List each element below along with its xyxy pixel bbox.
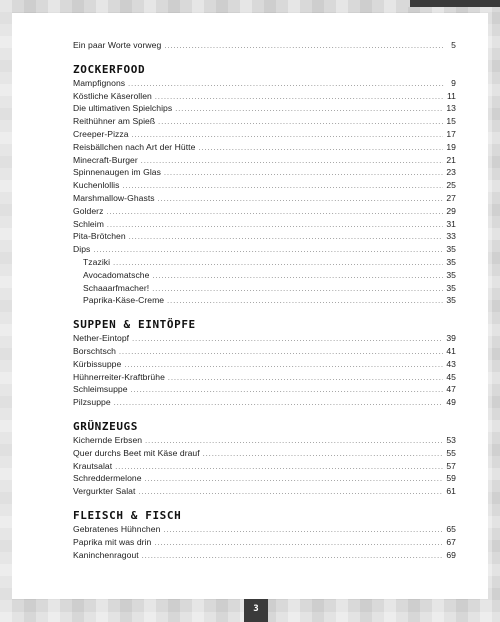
entry-page: 35 (446, 295, 456, 306)
toc-subentry[interactable] (73, 269, 456, 282)
entry-title: Marshmallow-Ghasts (73, 192, 155, 203)
entry-page: 31 (446, 218, 456, 229)
toc-entry[interactable] (73, 166, 456, 179)
dot-leader (122, 181, 443, 194)
entry-title: Kaninchenragout (73, 549, 139, 560)
entry-page: 45 (446, 371, 456, 382)
entry-page: 9 (451, 77, 456, 88)
toc-entry[interactable] (73, 205, 456, 218)
dot-leader (155, 92, 444, 105)
entry-page: 27 (446, 192, 456, 203)
entry-title: Mampfignons (73, 77, 126, 88)
toc-entry[interactable] (73, 77, 456, 90)
entry-title: Schleimsuppe (73, 384, 128, 395)
entry-title: Schreddermelone (73, 473, 142, 484)
toc-entry[interactable] (73, 102, 456, 115)
toc-entry[interactable] (73, 218, 456, 231)
entry-page: 35 (446, 282, 456, 293)
entry-page: 61 (446, 486, 456, 497)
section-title-suppen: SUPPEN & EINTÖPFE (73, 318, 196, 332)
dot-leader (107, 220, 443, 233)
toc-entry[interactable] (73, 523, 456, 536)
toc-entry[interactable] (73, 383, 456, 396)
entry-title: Vergurkter Salat (73, 486, 136, 497)
dot-leader (158, 117, 443, 130)
toc-entry[interactable] (73, 358, 456, 371)
toc-entry[interactable] (73, 472, 456, 485)
table-of-contents (73, 39, 456, 561)
dot-leader (145, 474, 444, 487)
entry-page: 5 (451, 40, 456, 50)
dot-leader (132, 334, 443, 347)
entry-title: Reisbällchen nach Art der Hütte (73, 141, 196, 152)
dot-leader (128, 79, 445, 92)
entry-page: 67 (446, 536, 456, 547)
entry-title: Spinnenaugen im Glas (73, 167, 161, 178)
entry-page: 13 (446, 103, 456, 114)
entry-page: 69 (446, 549, 456, 560)
toc-entry[interactable] (73, 90, 456, 103)
dot-leader (198, 143, 443, 156)
toc-entry[interactable] (73, 536, 456, 549)
entry-page: 23 (446, 167, 456, 178)
dot-leader (175, 104, 443, 117)
toc-entry[interactable] (73, 332, 456, 345)
toc-subentry[interactable] (73, 294, 456, 307)
entry-title: Golderz (73, 205, 104, 216)
entry-page: 49 (446, 397, 456, 408)
toc-entry[interactable] (73, 345, 456, 358)
entry-title: Minecraft-Burger (73, 154, 138, 165)
entry-page: 43 (446, 358, 456, 369)
entry-title: Schleim (73, 218, 104, 229)
section-title-fleisch-fisch: FLEISCH & FISCH (73, 508, 182, 522)
dot-leader (203, 449, 444, 462)
toc-entry[interactable] (73, 549, 456, 562)
entry-title: Die ultimativen Spielchips (73, 103, 173, 114)
toc-entry[interactable] (73, 447, 456, 460)
toc-entry[interactable] (73, 230, 456, 243)
entry-title: Ein paar Worte vorweg (73, 40, 162, 50)
dot-leader (152, 271, 443, 284)
toc-entry[interactable] (73, 115, 456, 128)
page-number: 3 (244, 599, 268, 622)
entry-page: 65 (446, 523, 456, 534)
top-bar-decoration (404, 0, 500, 7)
entry-title: Pita-Brötchen (73, 231, 126, 242)
dot-leader (141, 156, 444, 169)
toc-entry-intro[interactable] (73, 39, 456, 52)
entry-title: Avocadomatsche (83, 269, 150, 280)
dot-leader (163, 525, 443, 538)
entry-title: Paprika mit was drin (73, 536, 152, 547)
dot-leader (113, 258, 443, 271)
entry-title: Kichernde Erbsen (73, 434, 143, 445)
entry-page: 25 (446, 180, 456, 191)
entry-page: 19 (446, 141, 456, 152)
entry-page: 39 (446, 333, 456, 344)
entry-page: 55 (446, 447, 456, 458)
toc-entry[interactable] (73, 460, 456, 473)
entry-title: Krautsalat (73, 460, 113, 471)
entry-title: Nether-Eintopf (73, 333, 130, 344)
entry-page: 53 (446, 434, 456, 445)
entry-page: 47 (446, 384, 456, 395)
dot-leader (142, 551, 444, 564)
entry-title: Paprika-Käse-Creme (83, 295, 165, 306)
entry-page: 57 (446, 460, 456, 471)
dot-leader (93, 245, 443, 258)
toc-entry[interactable] (73, 243, 456, 256)
dot-leader (119, 347, 443, 360)
toc-subentry[interactable] (73, 282, 456, 295)
dot-leader (167, 296, 443, 309)
dot-leader (114, 398, 444, 411)
toc-subentry[interactable] (73, 256, 456, 269)
entry-title: Kürbissuppe (73, 358, 122, 369)
entry-page: 11 (446, 90, 456, 101)
entry-page: 35 (446, 244, 456, 255)
section-title-gruenzeugs: GRÜNZEUGS (73, 419, 139, 433)
entry-title: Creeper-Pizza (73, 128, 129, 139)
toc-entry[interactable] (73, 434, 456, 447)
entry-page: 35 (446, 269, 456, 280)
dot-leader (124, 360, 443, 373)
entry-title: Tzaziki (83, 256, 111, 267)
toc-entry[interactable] (73, 371, 456, 384)
entry-title: Kuchenlollis (73, 180, 120, 191)
entry-title: Pilzsuppe (73, 397, 111, 408)
toc-entry[interactable] (73, 396, 456, 409)
section-title-zockerfood: ZOCKERFOOD (73, 62, 146, 76)
entry-page: 41 (446, 345, 456, 356)
toc-page (12, 13, 488, 599)
entry-title: Quer durchs Beet mit Käse drauf (73, 447, 200, 458)
toc-entry[interactable] (73, 485, 456, 498)
toc-entry[interactable] (73, 192, 456, 205)
dot-leader (131, 385, 444, 398)
entry-title: Köstliche Käserollen (73, 90, 152, 101)
entry-page: 15 (446, 116, 456, 127)
entry-page: 33 (446, 231, 456, 242)
entry-title: Hühnerreiter-Kraftbrühe (73, 371, 165, 382)
toc-entry[interactable] (73, 128, 456, 141)
entry-title: Borschtsch (73, 345, 117, 356)
entry-page: 59 (446, 473, 456, 484)
toc-entry[interactable] (73, 154, 456, 167)
dot-leader (164, 168, 443, 181)
entry-title: Schaaarfmacher! (83, 282, 150, 293)
dot-leader (129, 232, 444, 245)
dot-leader (158, 194, 444, 207)
entry-title: Gebratenes Hühnchen (73, 523, 161, 534)
dot-leader (138, 487, 443, 500)
dot-leader (106, 207, 443, 220)
dot-leader (164, 41, 445, 54)
dot-leader (168, 373, 443, 386)
entry-page: 21 (446, 154, 456, 165)
dot-leader (152, 284, 443, 297)
entry-title: Reithühner am Spieß (73, 116, 156, 127)
entry-title: Dips (73, 244, 91, 255)
dot-leader (115, 462, 443, 475)
toc-entry[interactable] (73, 179, 456, 192)
entry-page: 29 (446, 205, 456, 216)
toc-entry[interactable] (73, 141, 456, 154)
entry-page: 17 (446, 128, 456, 139)
dot-leader (154, 538, 443, 551)
entry-page: 35 (446, 256, 456, 267)
